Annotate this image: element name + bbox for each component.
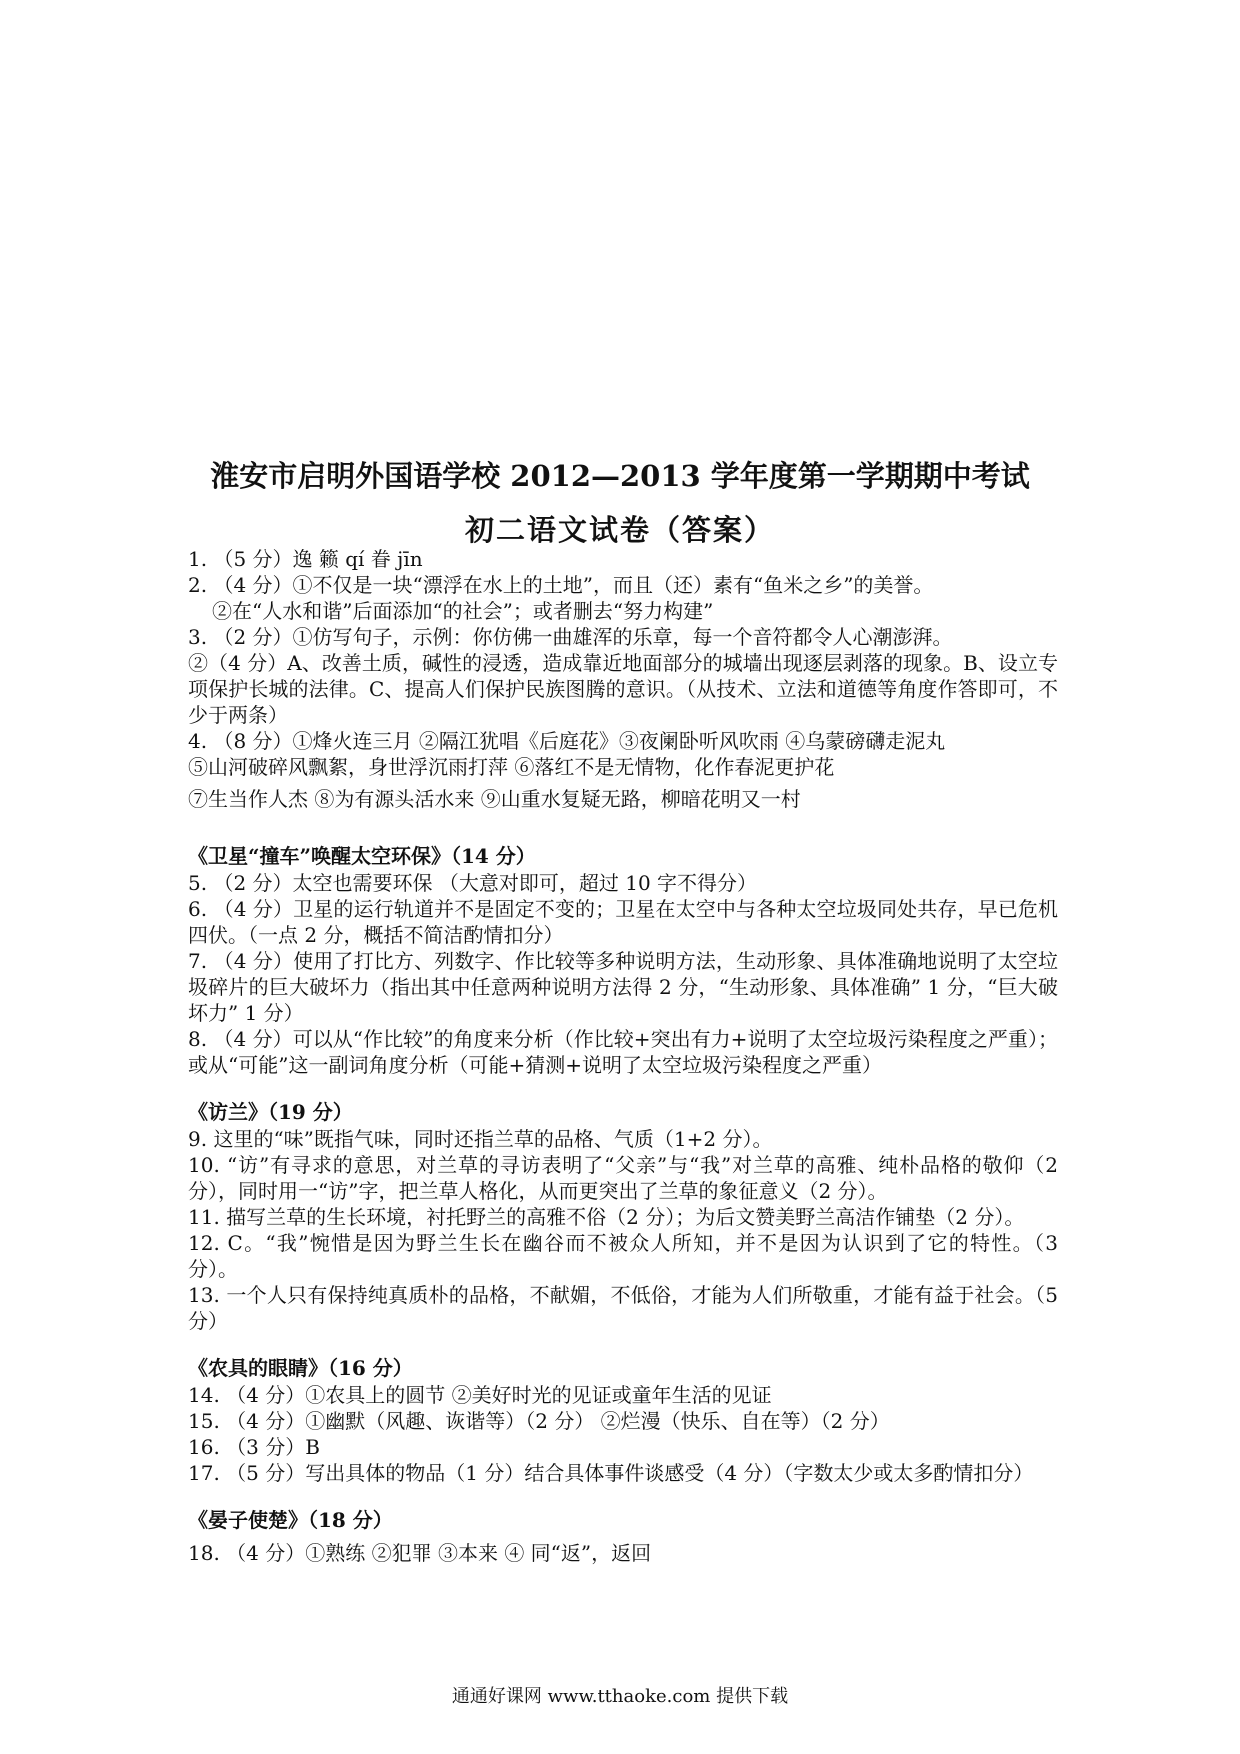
answer-line-4b: ⑤山河破碎风飘絮，身世浮沉雨打萍 ⑥落红不是无情物，化作春泥更护花: [188, 755, 835, 779]
footer-source: 通通好课网 www.tthaoke.com 提供下载: [451, 1686, 789, 1707]
answer-q8: 8. （4 分）可以从“作比较”的角度来分析（作比较+突出有力+说明了太空垃圾污染程度之严重）；或从“可能”这一副词角度分析（可能+猜测+说明了太空垃圾污染程度之严重）: [188, 1027, 1058, 1077]
answer-line-4: 4. （8 分）①烽火连三月 ②隔江犹唱《后庭花》③夜阑卧听风吹雨 ④乌蒙磅礴走泥丸: [188, 729, 946, 753]
answer-body: [188, 546, 1058, 1566]
answer-q15: 15. （4 分）①幽默（风趣、诙谐等）（2 分） ②烂漫（快乐、自在等）（2 分）: [188, 1409, 890, 1433]
answer-q10: 10. “访”有寻求的意思，对兰草的寻访表明了“父亲”与“我”对兰草的高雅、纯朴品格的敬仰（2 分），同时用一“访”字，把兰草人格化，从而更突出了兰草的象征意义（2 分）。: [188, 1153, 1058, 1203]
answer-q12: 12. C。“我”惋惜是因为野兰生长在幽谷而不被众人所知，并不是因为认识到了它的特性。（3 分）。: [188, 1231, 1058, 1281]
section-title-farm-tools: 《农具的眼睛》（16 分）: [188, 1356, 413, 1380]
answer-line-2b: ②在“人水和谐”后面添加“的社会”；或者删去“努力构建”: [212, 599, 714, 623]
section-title-satellite: 《卫星“撞车”唤醒太空环保》（14 分）: [188, 844, 536, 868]
answer-q9: 9. 这里的“味”既指气味，同时还指兰草的品格、气质（1+2 分）。: [188, 1127, 773, 1151]
answer-q18: 18. （4 分）①熟练 ②犯罪 ③本来 ④ 同“返”，返回: [188, 1541, 652, 1565]
answer-q17: 17. （5 分）写出具体的物品（1 分）结合具体事件谈感受（4 分）（字数太少或太多酌情扣分）: [188, 1461, 1034, 1485]
answer-q16: 16. （3 分）B: [188, 1435, 320, 1459]
answer-line-3: 3. （2 分）①仿写句子，示例：你仿佛一曲雄浑的乐章，每一个音符都令人心潮澎湃。: [188, 625, 953, 649]
answer-line-3b: ②（4 分）A、改善土质，碱性的浸透，造成靠近地面部分的城墙出现逐层剥落的现象。B、设立专项保护长城的法律。C、提高人们保护民族图腾的意识。（从技术、立法和道德等角度作答即可，不少于两条）: [188, 651, 1058, 727]
section-title-yanzi: 《晏子使楚》（18 分）: [188, 1508, 393, 1532]
answer-q14: 14. （4 分）①农具上的圆节 ②美好时光的见证或童年生活的见证: [188, 1383, 772, 1407]
answer-q5: 5. （2 分）太空也需要环保 （大意对即可，超过 10 字不得分）: [188, 871, 758, 895]
document-title: 淮安市启明外国语学校 2012—2013 学年度第一学期期中考试: [210, 459, 1030, 493]
section-title-orchid: 《访兰》（19 分）: [188, 1100, 353, 1124]
answer-line-2: 2. （4 分）①不仅是一块“漂浮在水上的土地”，而且（还）素有“鱼米之乡”的美誉。: [188, 573, 934, 597]
answer-q11: 11. 描写兰草的生长环境，衬托野兰的高雅不俗（2 分）；为后文赞美野兰高洁作铺垫（2 分）。: [188, 1205, 1025, 1229]
answer-q7: 7. （4 分）使用了打比方、列数字、作比较等多种说明方法，生动形象、具体准确地说明了太空垃圾碎片的巨大破坏力（指出其中任意两种说明方法得 2 分，“生动形象、具体准确” 1 分，“巨大破坏力” 1 分）: [188, 949, 1058, 1025]
answer-line-4c: ⑦生当作人杰 ⑧为有源头活水来 ⑨山重水复疑无路，柳暗花明又一村: [188, 787, 801, 811]
document-subtitle: 初二语文试卷（答案）: [464, 513, 775, 547]
answer-q13: 13. 一个人只有保持纯真质朴的品格，不献媚，不低俗，才能为人们所敬重，才能有益于社会。（5 分）: [188, 1283, 1058, 1333]
answer-q6: 6. （4 分）卫星的运行轨道并不是固定不变的；卫星在太空中与各种太空垃圾同处共存，早已危机四伏。（一点 2 分，概括不简洁酌情扣分）: [188, 897, 1058, 947]
answer-line-1: 1. （5 分）逸 籁 qí 眷 jīn: [188, 547, 423, 571]
